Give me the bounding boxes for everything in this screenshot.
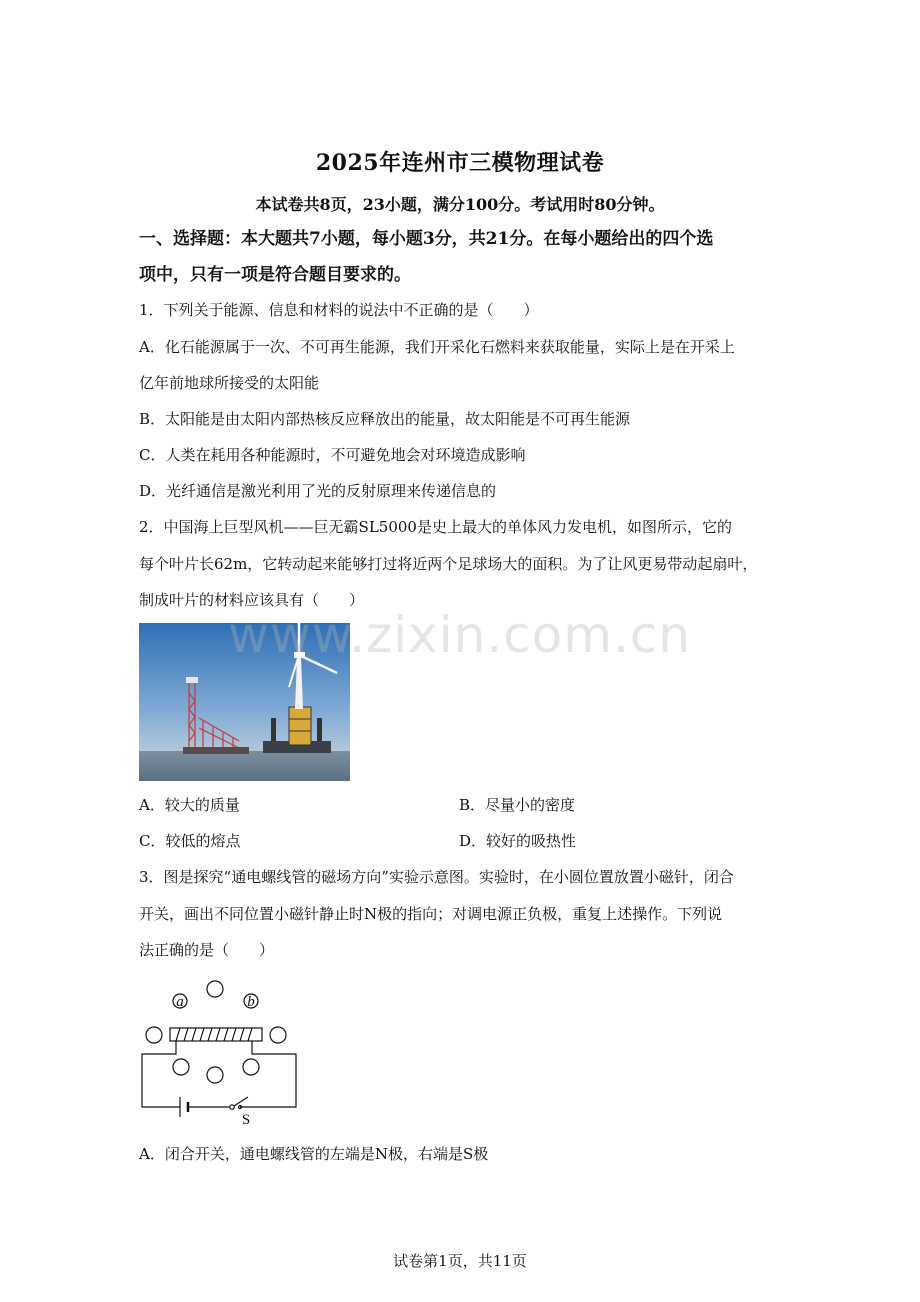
q2-stem-line-3: 制成叶片的材料应该具有（ ） [139,591,365,609]
watermark: www.zixin.com.cn [228,606,692,664]
q1-option-b: B．太阳能是由太阳内部热核反应释放出的能量，故太阳能是不可再生能源 [139,410,631,428]
q3-stem-line-3: 法正确的是（ ） [139,941,275,959]
page-title: 2025年连州市三模物理试卷 [315,150,605,176]
q1-option-a-line-2: 亿年前地球所接受的太阳能 [139,374,320,392]
q3-option-a: A．闭合开关，通电螺线管的左端是N极，右端是S极 [139,1145,489,1163]
q2-stem-line-2: 每个叶片长62m，它转动起来能够打过将近两个足球场大的面积。为了让风更易带动起扇叶， [139,555,758,573]
q1-option-c: C．人类在耗用各种能源时，不可避免地会对环境造成影响 [139,446,526,464]
q2-option-c: C．较低的熔点 [139,832,241,850]
label-b: b [247,994,255,1010]
q2-option-a: A．较大的质量 [139,796,240,814]
solenoid-circuit-diagram [136,976,306,1128]
q1-option-d: D．光纤通信是激光利用了光的反射原理来传递信息的 [139,482,497,500]
q3-stem-line-1: 3．图是探究“通电螺线管的磁场方向”实验示意图。实验时，在小圆位置放置小磁针，闭合 [139,868,734,886]
label-switch-s: S [241,1112,251,1128]
section-heading-line-1: 一、选择题：本大题共7小题，每小题3分，共21分。在每小题给出的四个选 [139,229,714,249]
wind-turbine-photo [139,623,350,781]
q3-stem-line-2: 开关，画出不同位置小磁针静止时N极的指向；对调电源正负极，重复上述操作。下列说 [139,905,723,923]
q1-option-a-line-1: A．化石能源属于一次、不可再生能源，我们开采化石燃料来获取能量，实际上是在开采上 [139,338,735,356]
page-footer: 试卷第1页，共11页 [393,1252,527,1270]
label-a: a [176,994,184,1010]
section-heading-line-2: 项中，只有一项是符合题目要求的。 [139,265,411,285]
exam-intro: 本试卷共8页，23小题，满分100分。考试用时80分钟。 [255,195,665,214]
q1-stem: 1．下列关于能源、信息和材料的说法中不正确的是（ ） [139,301,539,319]
q2-option-d: D．较好的吸热性 [459,832,577,850]
q2-option-b: B．尽量小的密度 [459,796,576,814]
q2-stem-line-1: 2．中国海上巨型风机——巨无霸SL5000是史上最大的单体风力发电机，如图所示，它的 [139,518,732,536]
